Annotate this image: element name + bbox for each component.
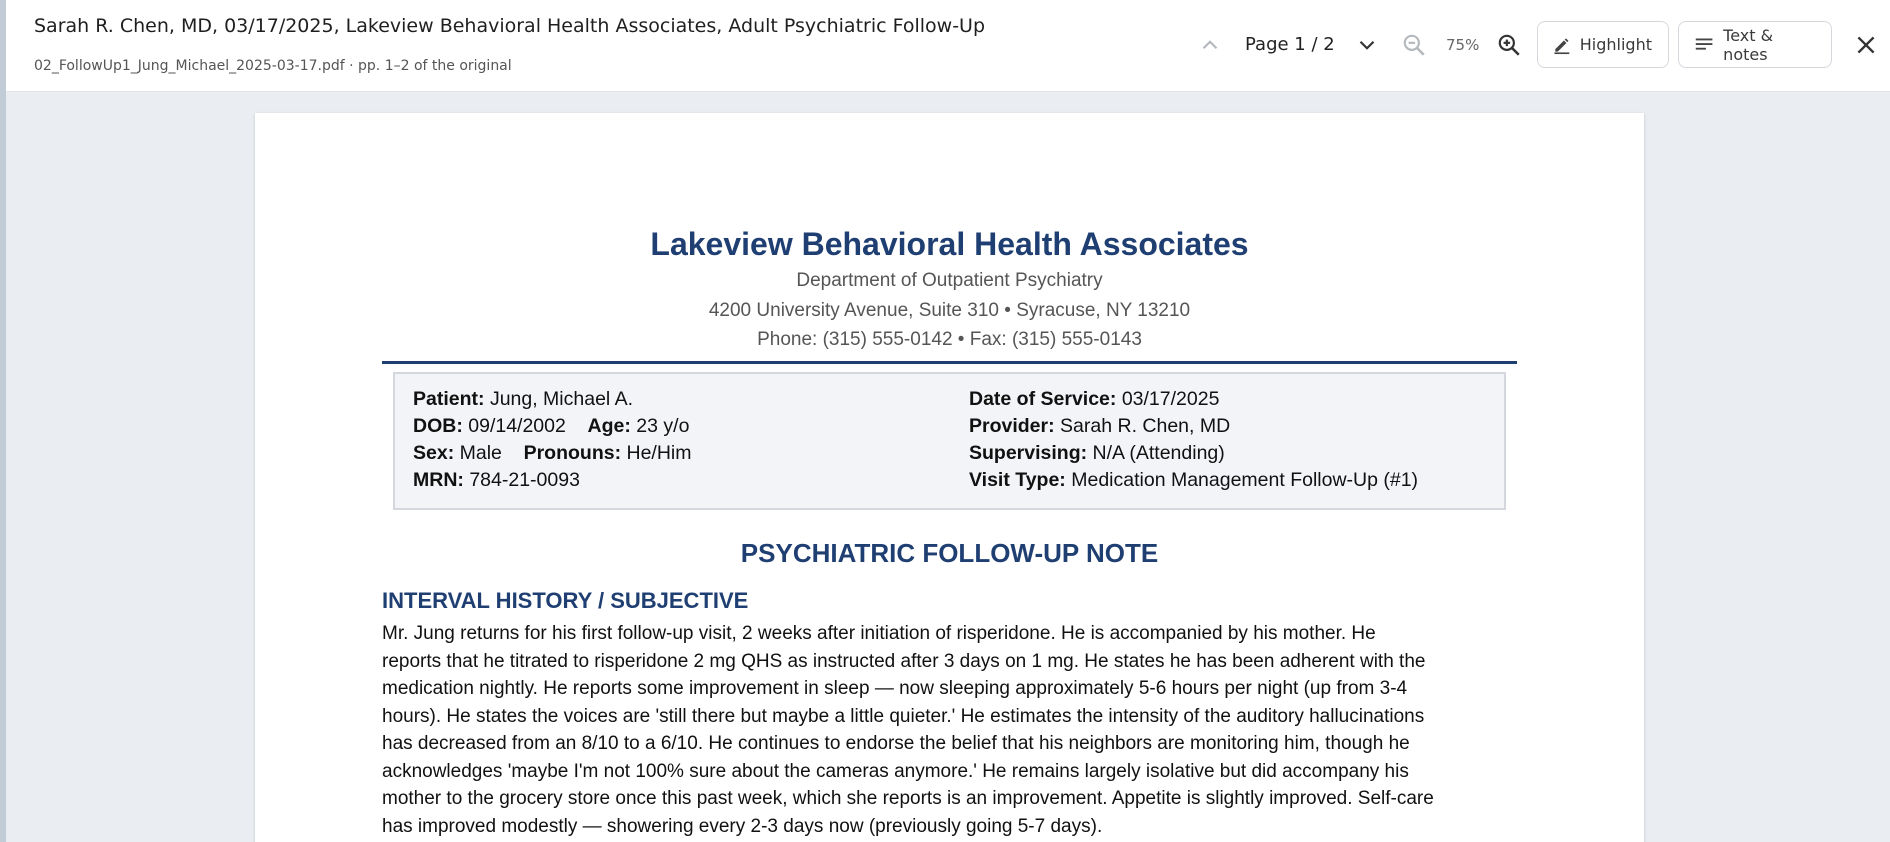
paragraph-line: medication nightly. He reports some improvement in sleep — now sleeping approximately 5-6 hours per night (up from 3-4 [382,678,1408,699]
phone-fax-line: Phone: (315) 555-0142 • Fax: (315) 555-0143 [757,329,1142,350]
zoom-out-icon [1401,32,1427,58]
department-line: Department of Outpatient Psychiatry [796,270,1103,291]
provider-field: Provider: Sarah R. Chen, MD [969,415,1231,437]
paragraph-line: hours). He states the voices are 'still there but maybe a little quieter.' He estimates the intensity of the auditory hallucinations [382,705,1425,727]
date-of-service-field: Date of Service: 03/17/2025 [969,388,1220,410]
paragraph-line: acknowledges 'maybe I'm not 100% sure about the cameras anymore.' He remains largely isolative but did accompany his [382,760,1409,782]
interval-history-paragraph [382,620,1522,840]
document-title: Sarah R. Chen, MD, 03/17/2025, Lakeview Behavioral Health Associates, Adult Psychiatric Follow-Up [34,15,986,37]
close-icon [1853,32,1879,58]
letterhead-divider [382,361,1517,364]
pdf-viewer [6,0,1890,842]
note-title: PSYCHIATRIC FOLLOW-UP NOTE [740,538,1159,568]
paragraph-line: has decreased from an 8/10 to a 6/10. He continues to endorse the belief that his neighbors are monitoring him, though he [382,733,1410,754]
highlight-button[interactable] [1537,21,1669,68]
lines-icon [1693,33,1715,57]
patient-name-field: Patient: Jung, Michael A. [413,388,634,410]
mrn-field: MRN: 784-21-0093 [413,469,580,491]
paragraph-line: Mr. Jung returns for his first follow-up visit, 2 weeks after initiation of risperidone. He is accompanied by his mother. He [382,623,1376,644]
page-indicator: Page 1 / 2 [1245,34,1335,55]
zoom-in-icon [1496,32,1522,58]
previous-page-button[interactable] [1192,27,1228,63]
chevron-up-icon [1197,32,1223,58]
organization-name: Lakeview Behavioral Health Associates [650,226,1249,262]
paragraph-line: reports that he titrated to risperidone 2 mg QHS as instructed after 3 days on 1 mg. He states he has been adherent with the [382,650,1426,672]
dob-age-field: DOB: 09/14/2002 Age: 23 y/o [413,415,690,437]
patient-info-box [393,372,1506,510]
pen-icon [1552,33,1572,57]
paragraph-line: has improved modestly — showering every 2-3 days now (previously going 5-7 days). [382,815,1103,837]
chevron-down-icon [1354,32,1380,58]
zoom-level: 75% [1446,36,1480,54]
address-line: 4200 University Avenue, Suite 310 • Syracuse, NY 13210 [708,300,1191,321]
close-button[interactable] [1848,27,1884,63]
document-page [255,113,1644,842]
next-page-button[interactable] [1349,27,1385,63]
text-notes-button[interactable] [1678,21,1832,68]
section-heading-interval-history: INTERVAL HISTORY / SUBJECTIVE [382,588,749,613]
visit-type-field: Visit Type: Medication Management Follow-Up (#1) [969,469,1419,491]
supervising-field: Supervising: N/A (Attending) [969,442,1225,464]
document-subtitle: 02_FollowUp1_Jung_Michael_2025-03-17.pdf · pp. 1–2 of the original [34,58,512,74]
paragraph-line: mother to the grocery store once this past week, which she reports is an improvement. Appetite is slightly improved. Self-care [382,788,1434,809]
zoom-in-button[interactable] [1491,27,1527,63]
highlight-label: Highlight [1579,35,1652,54]
viewer-toolbar [6,0,1890,92]
zoom-out-button[interactable] [1396,27,1432,63]
text-notes-label: Text & notes [1723,25,1774,64]
sex-pronouns-field: Sex: Male Pronouns: He/Him [413,442,692,464]
